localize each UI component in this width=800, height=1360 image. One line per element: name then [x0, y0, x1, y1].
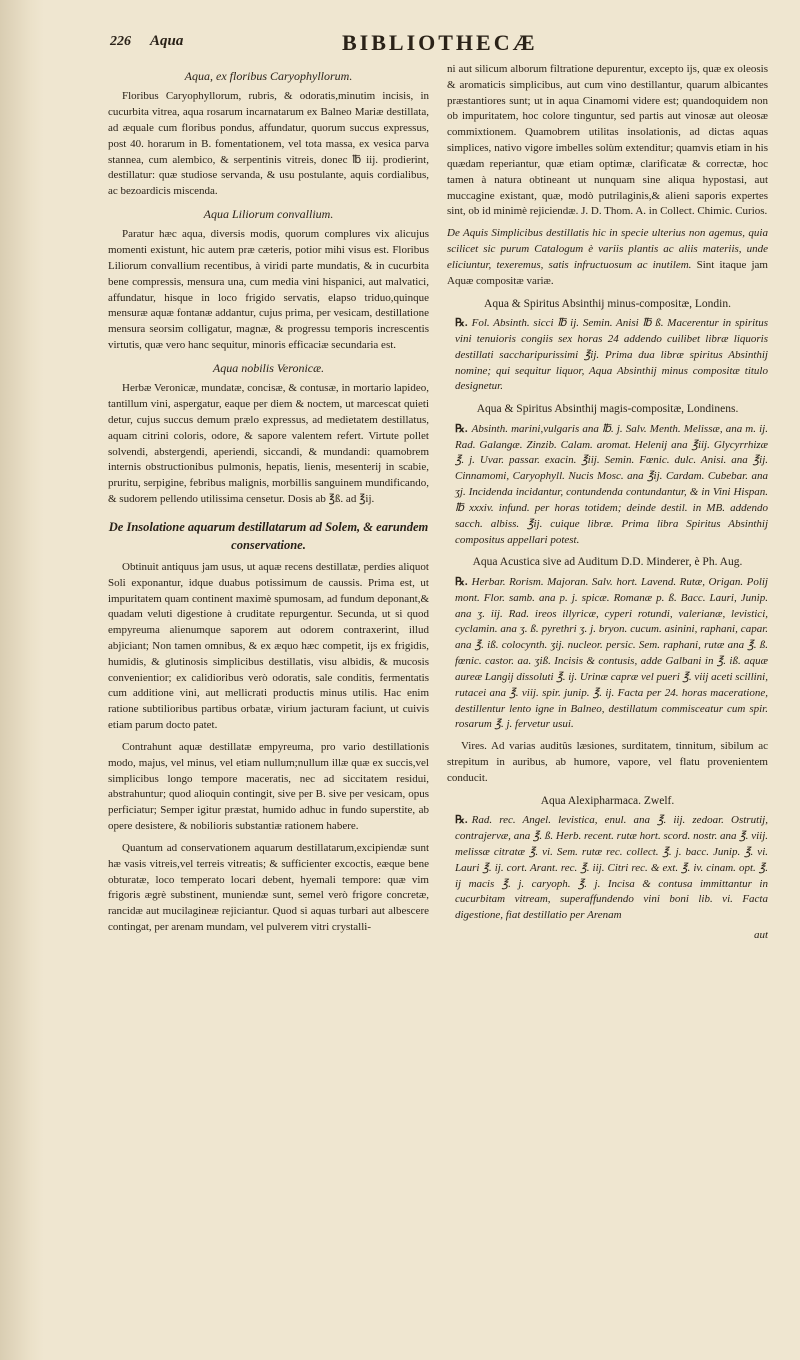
- recipe: [447, 316, 768, 395]
- text-columns: [108, 62, 770, 1340]
- recipe-symbol-icon: ℞.: [455, 317, 468, 330]
- running-word: Aqua: [150, 33, 184, 49]
- recipe-text: Absinth. marini,vulgaris ana ℔. j. Salv. Menth. Melissæ, ana m. ij. Rad. Galangæ. Zinzib. Calam. aromat. Helenij ana ℥iij. Glycyrrhizæ ℥. j. Uvar. passar. exacin. ℥iij. Semin. Fœnic. dulc. Anisi. ana ℥ij. Cinnamomi, Caryophyll. Nucis Mosc. ana ℥ij. Cardam. Cubebar. ana ʒj. Incidenda incidantur, contundenda contundantur, & in Vini Hispan. ℔ xxxiv. infund. per horas totidem; deinde destil. in MB. addendo sacch. albiss. ℥ij. cuique libræ. Prima libra Spiritus Absinthij compositus appellari potest.: [455, 422, 768, 546]
- recipe-text: Rad. rec. Angel. levistica, enul. ana ℥. iij. zedoar. Ostrutij, contrajervæ, ana ℥. ß. Herb. recent. rutæ hort. scord. nostr. ana ℥. viij. melissæ citratæ ℥. vi. Sem. rutæ rec. collect. ℥. j. bacc. Junip. ℥. vi. Lauri ℥. ij. cort. Arant. rec. ℥. iij. Citri rec. & ext. ℥. iv. cinam. opt. ℥. ij macis ℥. j. caryoph. ℥. j. Incisa & contusa immittantur in cucurbitam vitream, superaffundendo vini boni lib. vi. Facta digestione, fiat destillatio per Arenam: [455, 814, 768, 922]
- recipe-symbol-icon: ℞.: [455, 422, 468, 435]
- recipe-title: Aqua Acustica sive ad Auditum D.D. Minderer, è Ph. Aug.: [472, 556, 743, 569]
- running-header: [110, 30, 770, 54]
- paragraph: Quantum ad conservationem aquarum destillatarum,excipiendæ sunt hæ vasis vitreis,vel terreis vitreatis; & sufficienter excoctis, eæque bene obturatæ, loco temperato locari debent, hyemali tempore: quæ vim frigoris ægrè substinent, muniendæ sunt, semel verò frigore concretæ, rancidæ aut mucilagineæ rejiciantur. Quod si aquas turbari aut albescere contingat, per arenam mundam, vel pulverem vitri crystalli-: [108, 841, 429, 934]
- recipe-text: Herbar. Rorism. Majoran. Salv. hort. Lavend. Rutæ, Origan. Polij mont. Flor. samb. ana p. j. spicæ. Romanæ p. ß. Bacc. Lauri, Junip. ana ʒ. iij. Rad. ireos illyricæ, cyperi rotundi, valerianæ, levistici, cyclamin. ana ʒ. ß. pyrethri ʒ. j. bryon. cucum. asinini, raphani, capar. ana ℥. iß. colocynth. ʒij. nucleor. persic. Sem. raphani, rutæ ana ℥. ß. fœnic. castor. aa. ʒiß. Incisis & contusis, adde Galbani in ℥. iß. aquæ aureæ Langij dissoluti ℥. ij. Urinæ capræ vel pueri ℥. viij aceti scillini, rutacei ana ℥. viij. spir. junip. ℥. ij. Facta per 24. horas maceratione, destillentur lento igne in Balneo, destillatum commisceatur cum spir. rosarum ℥. j. fervetur usui.: [455, 576, 768, 731]
- section-heading: Aqua, ex floribus Caryophyllorum.: [184, 69, 353, 83]
- section-note-italic: De Aquis Simplicibus destillatis hic in specie ulterius non agemus, quia scilicet sic purum Catalogum è variis plantis ac aliis materiis, unde eliciuntur, texeremus, satis infructuosum ac inutilem.: [447, 227, 768, 271]
- paragraph: ni aut silicum alborum filtratione depurentur, excepto ijs, quæ ex oleosis & aromaticis simplicibus, aut cum vino destillantur, quarum albicantes præstantiores sunt; ut in aqua Cinamomi videre est; quandoquidem non ob impuritatem, hoc colore tinguntur, sed partis aut vinosæ aut oleosæ commixtionem. Quamobrem utilitas insolationis, ad dictas aquas simplices, nativo vigore imbelles solùm extenditur; quamvis etiam in his quædam reperiantur, quæ etiam optimæ, clarificatæ & correctæ, hoc tamen à natura obtineant ut nunquam sine aliqua hypostasi, aut muccagine existant, quæ, modò putrilaginis,& alieni saporis expertes sint, ob id minimè rejiciendæ. J. D. Thom. A. in Collect. Chimic. Curios.: [447, 63, 768, 218]
- section-heading: Aqua nobilis Veronicæ.: [212, 360, 325, 375]
- recipe-title: Aqua Alexipharmaca. Zwelf.: [540, 794, 675, 807]
- running-title: BIBLIOTHECÆ: [342, 30, 538, 55]
- page-number: 226: [110, 34, 131, 49]
- page-gutter: [0, 0, 44, 1360]
- right-column: [447, 62, 768, 1340]
- recipe-symbol-icon: ℞.: [455, 576, 468, 588]
- section-heading: Aqua Liliorum convallium.: [203, 207, 334, 222]
- paragraph: Floribus Caryophyllorum, rubris, & odoratis,minutim incisis, in cucurbita vitrea, aqua rosarum incarnatarum ex Balneo Mariæ destillata, ad æquale cum floribus pondus, affundatur, quorum succus expressus, post 40. horarum in B. fomentationem, vel tota massa, ex vesica parva stannea, cum alembico, & serpentinis vitreis, donec ℔ iij. prodierint, destillatur: quæ studiose servanda, & usu postulante, aquis cordialibus, ac bezoardicis miscenda.: [108, 90, 429, 198]
- catchword: aut: [753, 929, 768, 942]
- paragraph: Vires. Ad varias auditûs læsiones, surditatem, tinnitum, sibilum ac strepitum in auribus, ab humore, vapore, vel flatu provenientem conducit.: [447, 740, 768, 784]
- recipe-title: Aqua & Spiritus Absinthij magis-compositæ, Londinens.: [476, 403, 739, 416]
- paragraph: Herbæ Veronicæ, mundatæ, concisæ, & contusæ, in mortario lapideo, tantillum vini, aspergatur, eaque per diem & noctem, ut marcescat quieti detur, cujus succus demum prælo expressus, ad medietatem destillatus, aquam citrini coloris, odore, & sapore valentem refert. Virtute pollet solvendi, abstergendi, aperiendi, siccandi, & mundandi: quamobrem internis obstructionibus pulmonis, hepatis, lienis, mesenterij in scabie, pruritu, serpigine, febribus malignis, morbillis sanguinem mundificando, & sudorem pellendo utilissima censetur. Dosis ab ℥ß. ad ℥ij.: [108, 382, 429, 506]
- section-note: [447, 226, 768, 289]
- paragraph: Obtinuit antiquus jam usus, ut aquæ recens destillatæ, perdies aliquot Soli exponantur, idque duabus potissimum de caussis. Prima est, ut impuritatem quam continent maximè spumosam, ad fundum deponant,& quadam veluti digestione à cruditate repurgentur. Secunda, ut si quod empyreuma alienumque saporem aut odorem contraxerint, illud abjiciant; Non tamen omnibus, & ex æquo hæc competit, ijs ex frigidis, humidis, & glutinosis simplicibus destillatis, visu albidis, & mucosis convenientior; ex calidioribus verò odoratis, sale conditis, fermentatis cum additione vini, aut mellicrati productis minus utilis. Hac enim ratione subtilioribus partibus orbatæ, virium jacturam faciunt, ut cuivis etiam parum docto patet.: [108, 560, 429, 732]
- paragraph: Contrahunt aquæ destillatæ empyreuma, pro vario destillationis modo, majus, vel minus, vel etiam nullum;nullum illæ quæ ex succis,vel simplicibus longo tempore maceratis, nec ad siccitatem residui, abstrahuntur; quod alioquin contingit, sive per B. sive per vesicam, opus perficiatur; Semper igitur præstat, humido adhuc in fundo superstite, ab opere desistere, & nobilioris substantiæ rationem habere.: [108, 740, 429, 833]
- paragraph: Paratur hæc aqua, diversis modis, quorum complures vix alicujus momenti existunt, hic autem præ cæteris, potior mihi visus est. Floribus Liliorum convallium recentibus, à viridi parte mundatis, & in cucurbita bene compressis, mensura una, cum media vini hispanici, aut malvatici, affundatur, hisque in loco frigido servatis, elapso triduo,quinque mensuræ aquæ fontanæ addantur, cujus prima, per vesicam, destillatione mensura seorsim colligatur, magnæ, & progressu temporis increscentis virtutis, quæ vero hanc sequitur, minoris efficaciæ secundaria est.: [108, 228, 429, 352]
- recipe-text: Fol. Absinth. sicci ℔ ij. Semin. Anisi ℔ ß. Macerentur in spiritus vini tenuioris congiis sex horas 24 addendo cuilibet libræ liquoris destillati saccharipurissimi ℥ij. Prima dua libræ spiritus Absinthij nomine; qui sequitur liquor, Aqua Absinthij minus compositæ titulo designetur.: [455, 317, 768, 393]
- recipe: [447, 813, 768, 924]
- recipe-title: Aqua & Spiritus Absinthij minus-compositæ, Londin.: [484, 297, 731, 310]
- recipe-symbol-icon: ℞.: [455, 814, 468, 827]
- recipe: [447, 422, 768, 549]
- recipe: [447, 575, 768, 733]
- section-heading: De Insolatione aquarum destillatarum ad Solem, & earundem conservatione.: [108, 519, 429, 552]
- section-note-tail: Sint itaque jam Aquæ compositæ variæ.: [447, 258, 768, 287]
- left-column: [108, 62, 429, 1340]
